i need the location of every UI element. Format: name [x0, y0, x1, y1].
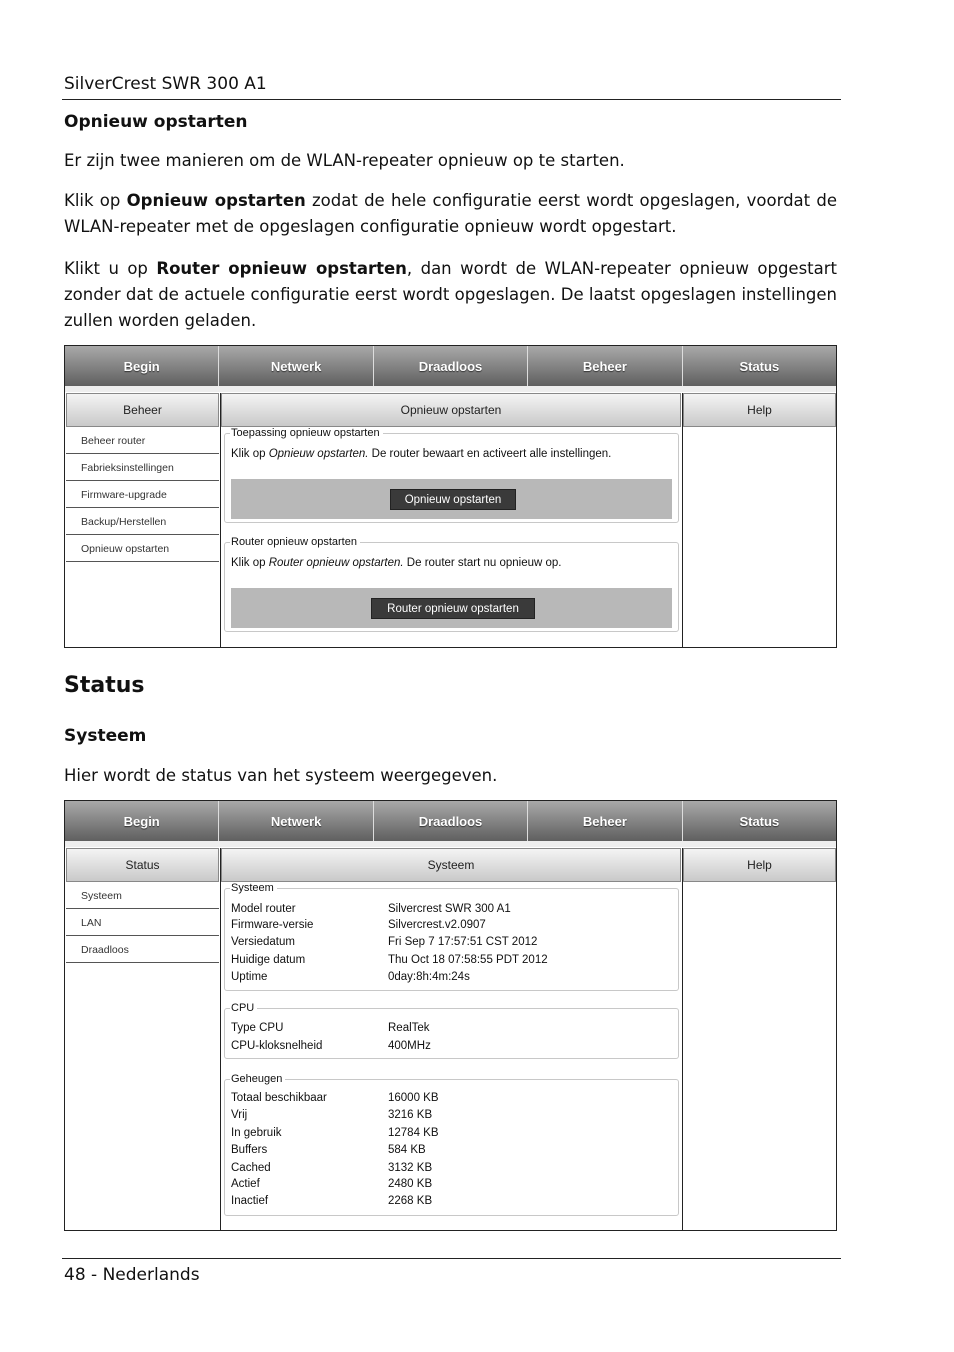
info-value: Silvercrest SWR 300 A1 [388, 903, 511, 915]
nav-gap [65, 386, 836, 392]
paragraph-status: Hier wordt de status van het systeem weergegeven. [64, 766, 498, 785]
section-title-reboot: Opnieuw opstarten [64, 112, 248, 132]
info-row [231, 903, 511, 915]
paragraph-reboot [64, 188, 837, 240]
right-column-header: Help [683, 848, 836, 882]
info-value: Silvercrest.v2.0907 [388, 919, 486, 931]
reboot-apply-fieldset [224, 427, 679, 523]
info-value: 400MHz [388, 1040, 431, 1052]
nav-tab-draadloos[interactable]: Draadloos [374, 801, 528, 841]
nav-tab-beheer[interactable]: Beheer [528, 346, 682, 386]
info-value: 3132 KB [388, 1162, 433, 1174]
left-column-header: Status [66, 848, 219, 882]
header-divider [62, 99, 841, 100]
fieldset-legend: Systeem [230, 882, 277, 894]
info-row [231, 971, 470, 983]
menu-item-draadloos[interactable]: Draadloos [66, 937, 219, 963]
nav-tab-begin[interactable]: Begin [65, 801, 219, 841]
info-value: Thu Oct 18 07:58:55 PDT 2012 [388, 954, 548, 966]
paragraph-reboot-post: zodat de hele configuratie eerst wordt opgeslagen, voordat de WLAN-repeater met de opgeslagen configuratie opnieuw wordt opgestart. [64, 191, 837, 236]
menu-item-lan[interactable]: LAN [66, 910, 219, 936]
screenshot-reboot-panel [64, 345, 837, 648]
info-value: RealTek [388, 1022, 430, 1034]
menu-item-beheer-router[interactable]: Beheer router [66, 428, 219, 454]
desc-post: De router bewaart en activeert alle instellingen. [368, 448, 612, 460]
desc-em: Opnieuw opstarten. [268, 448, 369, 460]
paragraph-router-reboot-pre: Klikt u op [64, 259, 157, 278]
router-reboot-description [231, 557, 562, 569]
nav-tab-status[interactable]: Status [739, 358, 780, 374]
nav-gap [65, 841, 836, 847]
info-value: 2480 KB [388, 1178, 433, 1190]
info-label: Actief [231, 1178, 260, 1190]
right-column-header: Help [683, 393, 836, 427]
info-label: Type CPU [231, 1022, 284, 1034]
reboot-apply-description [231, 448, 611, 460]
screenshot-status-panel [64, 800, 837, 1231]
info-row [231, 1022, 430, 1034]
menu-item-fabrieksinstellingen[interactable]: Fabrieksinstellingen [66, 455, 219, 481]
menu-item-firmware-upgrade[interactable]: Firmware-upgrade [66, 482, 219, 508]
info-row [231, 1040, 431, 1052]
desc-pre: Klik op [231, 557, 269, 569]
left-column-header: Beheer [66, 393, 219, 427]
info-label: CPU-kloksnelheid [231, 1040, 323, 1052]
info-value: 584 KB [388, 1144, 426, 1156]
info-label: Firmware-versie [231, 919, 314, 931]
section-title-status: Status [64, 673, 145, 698]
column-divider [220, 848, 221, 1230]
top-nav [65, 801, 836, 841]
info-label: Vrij [231, 1109, 248, 1121]
info-row [231, 1144, 426, 1156]
column-divider [682, 393, 683, 647]
nav-tab-beheer[interactable]: Beheer [528, 801, 682, 841]
fieldset-legend: Router opnieuw opstarten [230, 536, 360, 548]
info-label: In gebruik [231, 1127, 282, 1139]
router-reboot-fieldset [224, 536, 679, 632]
subsection-title-systeem: Systeem [64, 726, 147, 746]
desc-em: Router opnieuw opstarten. [268, 557, 404, 569]
cpu-fieldset [224, 1002, 679, 1059]
fieldset-legend: Toepassing opnieuw opstarten [230, 427, 383, 439]
info-label: Huidige datum [231, 954, 306, 966]
paragraph-reboot-bold: Opnieuw opstarten [126, 191, 306, 210]
info-value: Fri Sep 7 17:57:51 CST 2012 [388, 936, 538, 948]
desc-pre: Klik op [231, 448, 269, 460]
info-row [231, 919, 486, 931]
info-value: 2268 KB [388, 1195, 433, 1207]
paragraph-reboot-pre: Klik op [64, 191, 127, 210]
nav-tab-netwerk[interactable]: Netwerk [219, 346, 373, 386]
info-row [231, 1162, 432, 1174]
page-footer: 48 - Nederlands [64, 1265, 200, 1285]
info-label: Totaal beschikbaar [231, 1092, 327, 1104]
center-column-header: Systeem [221, 848, 681, 882]
info-row [231, 1092, 439, 1104]
reboot-button[interactable]: Opnieuw opstarten [390, 489, 516, 510]
menu-item-opnieuw-opstarten[interactable]: Opnieuw opstarten [66, 536, 219, 562]
info-label: Model router [231, 903, 296, 915]
info-label: Cached [231, 1162, 271, 1174]
footer-divider [62, 1258, 841, 1259]
info-row [231, 936, 537, 948]
paragraph-router-reboot-post: , dan wordt de WLAN-repeater opnieuw opgestart zonder dat de actuele configuratie eerst wordt opgeslagen. De laatst opgeslagen instellingen zullen worden geladen. [64, 259, 837, 330]
page-header: SilverCrest SWR 300 A1 [64, 74, 267, 94]
info-label: Uptime [231, 971, 268, 983]
nav-tab-draadloos[interactable]: Draadloos [374, 346, 528, 386]
menu-item-systeem[interactable]: Systeem [66, 883, 219, 909]
info-value: 3216 KB [388, 1109, 433, 1121]
nav-tab-netwerk[interactable]: Netwerk [219, 801, 373, 841]
center-column-header: Opnieuw opstarten [221, 393, 681, 427]
button-bar [231, 479, 672, 519]
info-label: Versiedatum [231, 936, 295, 948]
info-row [231, 1195, 432, 1207]
router-reboot-button[interactable]: Router opnieuw opstarten [371, 598, 535, 619]
info-row [231, 1127, 439, 1139]
fieldset-legend: CPU [230, 1002, 257, 1014]
top-nav [65, 346, 836, 386]
info-label: Inactief [231, 1195, 269, 1207]
column-divider [220, 393, 221, 647]
paragraph-router-reboot-bold: Router opnieuw opstarten [156, 259, 407, 278]
nav-tab-begin[interactable]: Begin [65, 346, 219, 386]
info-label: Buffers [231, 1144, 268, 1156]
paragraph-intro: Er zijn twee manieren om de WLAN-repeater opnieuw op te starten. [64, 151, 625, 170]
button-bar [231, 588, 672, 628]
info-value: 0day:8h:4m:24s [388, 971, 470, 983]
desc-post: De router start nu opnieuw op. [403, 557, 562, 569]
info-value: 12784 KB [388, 1127, 439, 1139]
info-row [231, 954, 548, 966]
info-row [231, 1109, 432, 1121]
nav-tab-status[interactable]: Status [739, 813, 780, 829]
menu-item-backup-herstellen[interactable]: Backup/Herstellen [66, 509, 219, 535]
geheugen-fieldset [224, 1073, 679, 1216]
column-divider [682, 848, 683, 1230]
info-row [231, 1178, 432, 1190]
paragraph-router-reboot [64, 256, 837, 334]
info-value: 16000 KB [388, 1092, 439, 1104]
systeem-fieldset [224, 882, 679, 991]
fieldset-legend: Geheugen [230, 1073, 285, 1085]
